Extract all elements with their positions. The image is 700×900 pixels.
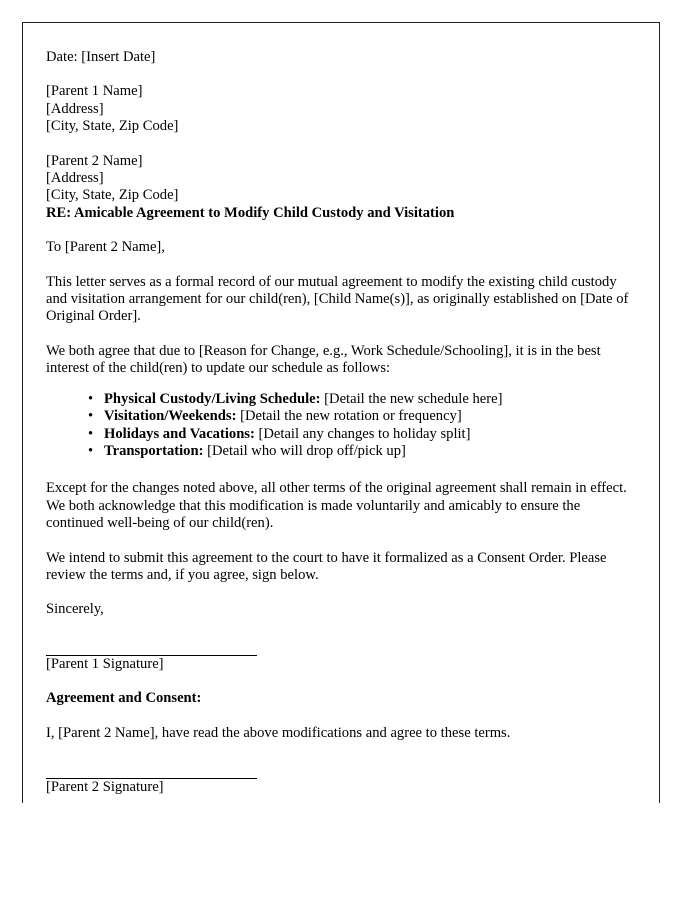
signature-space-parent-2 [46, 742, 638, 778]
paragraph-remaining-terms: Except for the changes noted above, all other terms of the original agreement shall remain in effect. We both acknowledge that this modification is made voluntarily and amicably to ensure the continued well-being of our child(ren). [46, 480, 627, 532]
list-item-label: Transportation: [104, 442, 204, 459]
sender-name: [Parent 1 Name] [46, 83, 143, 100]
paragraph-reason-for-change: We both agree that due to [Reason for Change, e.g., Work Schedule/Schooling], it is in the best interest of the child(ren) to update our schedule as follows: [46, 342, 601, 377]
list-item-value: [Detail any changes to holiday split] [258, 425, 471, 442]
list-item-label: Visitation/Weekends: [104, 408, 237, 425]
list-item [88, 391, 638, 408]
list-item [88, 426, 638, 443]
salutation: To [Parent 2 Name], [46, 239, 165, 256]
date-line: Date: [Insert Date] [46, 49, 156, 65]
recipient-street: [Address] [46, 170, 104, 187]
document-body [46, 23, 638, 796]
paragraph-consent-order: We intend to submit this agreement to the court to have it formalized as a Consent Order. Please review the terms and, if you agree, sign below. [46, 549, 607, 583]
list-item [88, 443, 638, 460]
subject-line: RE: Amicable Agreement to Modify Child Custody and Visitation [46, 204, 455, 221]
consent-heading: Agreement and Consent: [46, 690, 202, 707]
sender-street: [Address] [46, 100, 104, 117]
list-item-label: Physical Custody/Living Schedule: [104, 390, 321, 407]
document-page [22, 22, 660, 803]
paragraph-agreement-record: This letter serves as a formal record of our mutual agreement to modify the existing child custody and visitation arrangement for our child(ren), [Child Name(s)], as originally established on [Date of Original Order]. [46, 273, 629, 325]
list-item-value: [Detail who will drop off/pick up] [207, 442, 406, 459]
recipient-city-state-zip: [City, State, Zip Code] [46, 187, 179, 204]
list-item-value: [Detail the new schedule here] [324, 390, 503, 407]
sender-address-block [46, 83, 638, 135]
recipient-name: [Parent 2 Name] [46, 152, 143, 169]
consent-statement: I, [Parent 2 Name], have read the above modifications and agree to these terms. [46, 724, 511, 741]
closing-salutation: Sincerely, [46, 601, 104, 618]
list-item-value: [Detail the new rotation or frequency] [240, 408, 462, 425]
list-item-label: Holidays and Vacations: [104, 425, 255, 442]
schedule-detail-list [46, 391, 638, 461]
top-spacer [46, 23, 638, 49]
signature-label-parent-2: [Parent 2 Signature] [46, 778, 164, 795]
list-item [88, 408, 638, 425]
signature-label-parent-1: [Parent 1 Signature] [46, 655, 164, 672]
sender-city-state-zip: [City, State, Zip Code] [46, 118, 179, 135]
recipient-address-block [46, 153, 638, 205]
signature-space-parent-1 [46, 619, 638, 655]
